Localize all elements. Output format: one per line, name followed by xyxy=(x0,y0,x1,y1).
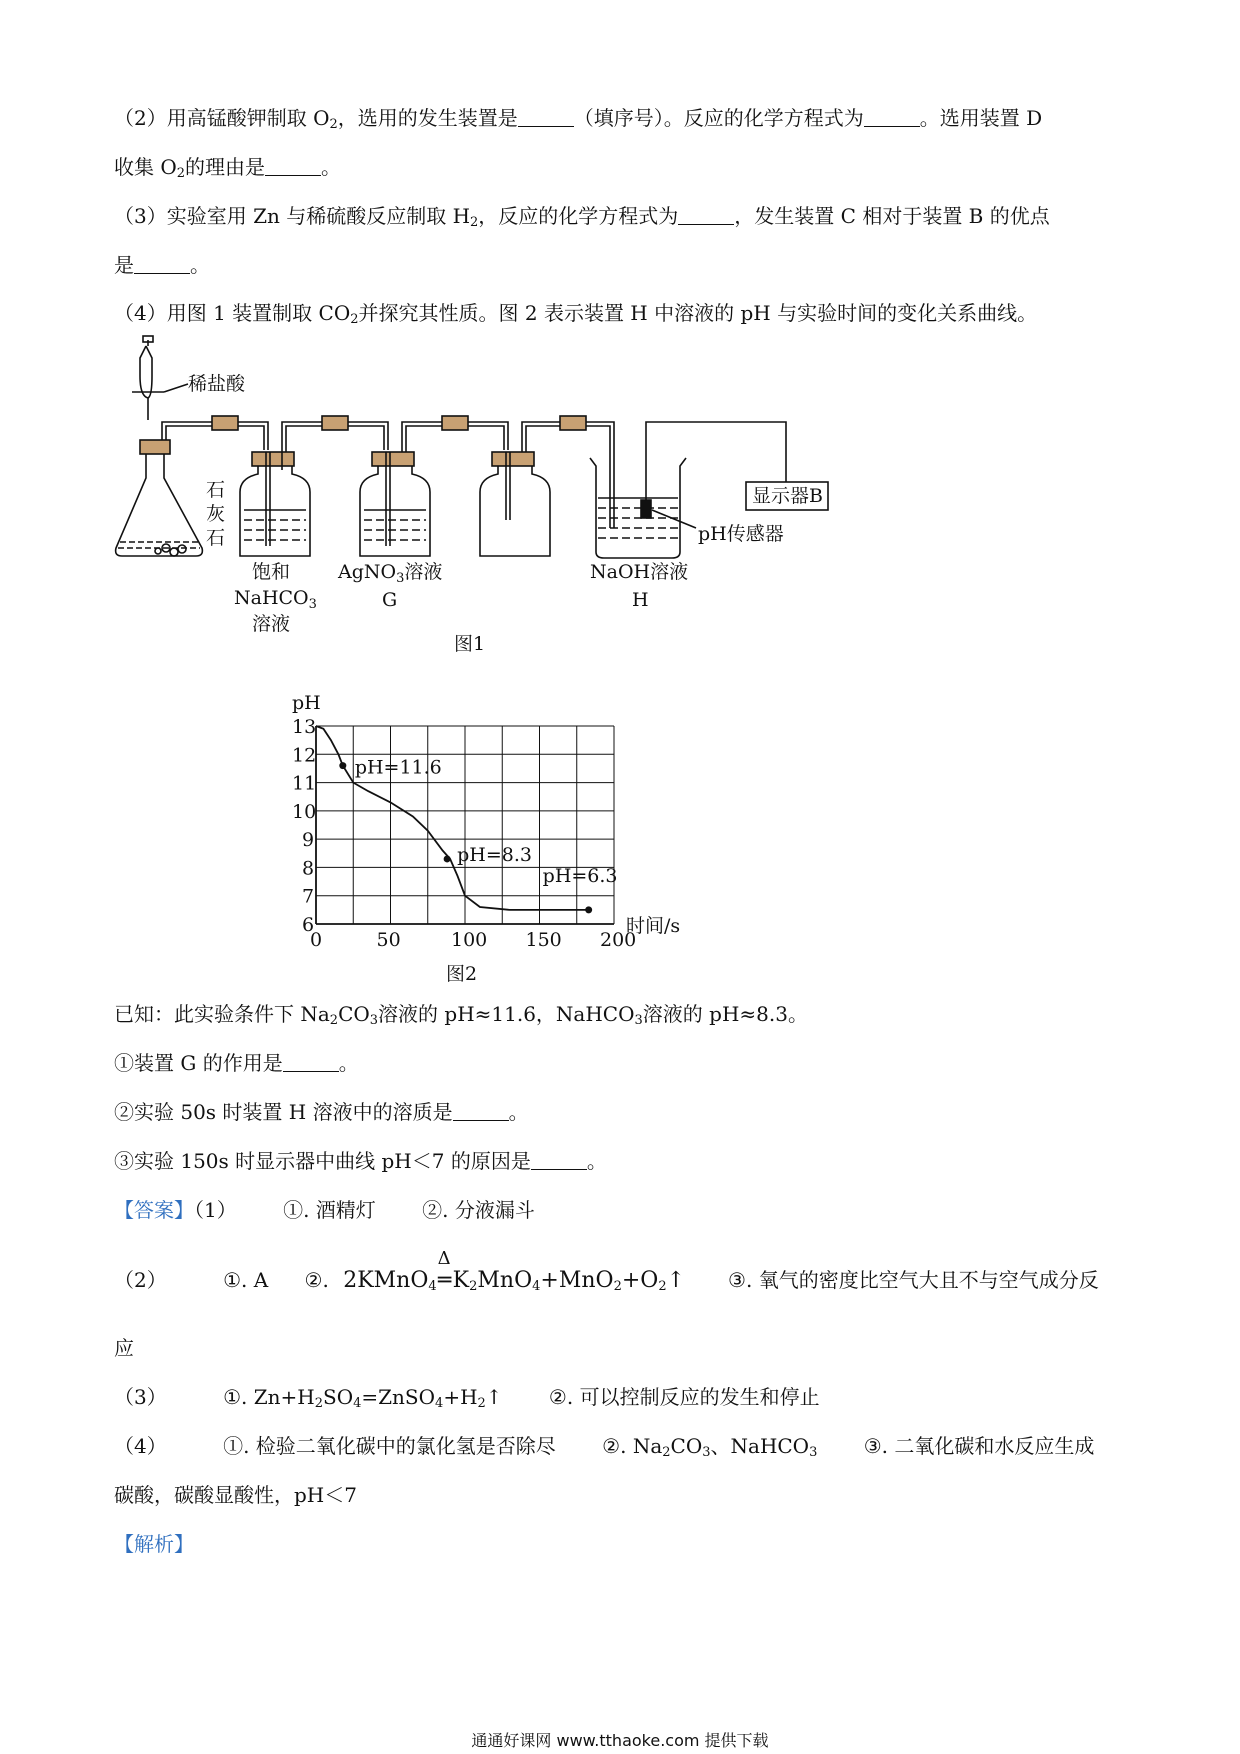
answer-number: （2） xyxy=(114,1268,167,1292)
subscript: 2 xyxy=(613,1279,622,1294)
eq-part: K xyxy=(452,1268,470,1293)
subscript: 4 xyxy=(435,1396,444,1411)
q3-text: （3）实验室用 Zn 与稀硫酸反应制取 H xyxy=(114,204,471,228)
display-label: 显示器B xyxy=(752,485,823,507)
sensor-label: pH传感器 xyxy=(698,523,784,545)
q3-text: 。 xyxy=(190,253,210,277)
y-tick-label: 13 xyxy=(292,716,317,738)
answer-line-1 xyxy=(114,1196,535,1224)
y-tick-label: 11 xyxy=(292,772,317,795)
y-tick-label: 12 xyxy=(292,744,317,767)
subscript: 2 xyxy=(176,166,186,181)
bottle1-label: 溶液 xyxy=(252,613,291,635)
eq-part: MnO xyxy=(477,1268,533,1293)
q3-text: ，发生装置 C 相对于装置 B 的优点 xyxy=(734,204,1050,228)
sub-question-text: 。 xyxy=(586,1149,607,1173)
answer-number: （3） xyxy=(114,1385,167,1409)
q2-text: 。选用装置 D xyxy=(919,106,1043,130)
beaker-h-letter: H xyxy=(632,589,649,611)
sub-question-text: 。 xyxy=(338,1051,359,1075)
x-tick-label: 100 xyxy=(451,929,488,951)
subscript: 2 xyxy=(658,1279,667,1294)
q3-text: ，反应的化学方程式为 xyxy=(478,204,679,228)
known-text: 已知：此实验条件下 Na xyxy=(114,1002,330,1026)
subscript: 2 xyxy=(329,117,338,132)
subscript: 2 xyxy=(470,215,479,230)
sub-question-2 xyxy=(114,1098,529,1126)
point-label: pH=8.3 xyxy=(457,843,532,866)
sub-question-1 xyxy=(114,1049,359,1077)
subscript: 3 xyxy=(702,1445,711,1460)
known-line xyxy=(114,1000,808,1028)
chart-points xyxy=(339,757,617,914)
answer-text: ①. A xyxy=(223,1268,269,1292)
x-tick-label: 50 xyxy=(376,929,401,951)
limestone-label: 灰 xyxy=(206,503,226,525)
subscript: 2 xyxy=(469,1279,478,1294)
subscript: 2 xyxy=(329,1013,339,1028)
y-axis-label: pH xyxy=(292,692,321,714)
point-label: pH=11.6 xyxy=(354,756,442,779)
answer-line-4 xyxy=(114,1432,1094,1460)
answer-blank[interactable] xyxy=(453,1102,509,1121)
known-text: CO xyxy=(338,1002,370,1026)
y-tick-label: 8 xyxy=(302,857,315,880)
answer-text: ②. 分液漏斗 xyxy=(422,1198,535,1222)
q2-text: 收集 O xyxy=(114,155,177,179)
subscript: 2 xyxy=(477,1396,486,1411)
subscript: 4 xyxy=(428,1279,437,1294)
answer-text: 应 xyxy=(114,1336,134,1360)
chart-point xyxy=(339,762,346,769)
answer-text: ③. 氧气的密度比空气大且不与空气成分反 xyxy=(728,1268,1099,1292)
analysis-tag: 【解析】 xyxy=(114,1532,194,1556)
subscript: 4 xyxy=(532,1279,541,1294)
x-tick-label: 200 xyxy=(600,929,637,951)
answer-text: ①. 酒精灯 xyxy=(283,1198,376,1222)
answer-text: =ZnSO xyxy=(361,1385,436,1409)
answer-line-2-cont xyxy=(114,1334,134,1362)
eq-part: +MnO xyxy=(540,1268,614,1293)
answer-text: SO xyxy=(323,1385,354,1409)
subscript: 2 xyxy=(662,1445,671,1460)
limestone-label: 石 xyxy=(206,479,226,501)
bottle1-label: NaHCO$_3$ xyxy=(234,587,317,612)
answer-text: 碳酸，碳酸显酸性，pH＜7 xyxy=(114,1483,357,1507)
beaker-label: NaOH溶液 xyxy=(590,561,689,583)
page-footer: 通通好课网 www.tthaoke.com 提供下载 xyxy=(471,1731,769,1750)
answer-text: 、NaHCO xyxy=(710,1434,810,1458)
sub-question-text: ③实验 150s 时显示器中曲线 pH＜7 的原因是 xyxy=(114,1149,531,1173)
subscript: 2 xyxy=(314,1396,323,1411)
figure-1-caption: 图1 xyxy=(454,633,486,655)
answer-text: ②. 可以控制反应的发生和停止 xyxy=(548,1385,820,1409)
answer-number: （4） xyxy=(114,1434,167,1458)
answer-text: ②. Na xyxy=(602,1434,663,1458)
answer-text: +H xyxy=(443,1385,478,1409)
eq-part: +O xyxy=(621,1268,659,1293)
answer-text: ②. xyxy=(304,1268,329,1292)
answer-number: （1） xyxy=(194,1198,237,1222)
sub-question-text: 。 xyxy=(508,1100,529,1124)
answer-line-2 xyxy=(114,1248,1099,1295)
subscript: 2 xyxy=(350,312,359,327)
heat-equals-sign: Δ ═ xyxy=(437,1267,453,1295)
q2-text: （2）用高锰酸钾制取 O xyxy=(114,106,330,130)
sub-question-text: ②实验 50s 时装置 H 溶液中的溶质是 xyxy=(114,1100,453,1124)
eq-part: 2KMnO xyxy=(343,1268,429,1293)
chart-point xyxy=(444,855,451,862)
q3-text: 是 xyxy=(114,253,134,277)
q2-text: ，选用的发生装置是 xyxy=(337,106,518,130)
analysis-line xyxy=(114,1530,194,1558)
y-tick-label: 10 xyxy=(292,800,317,823)
eq-part: ↑ xyxy=(666,1268,686,1293)
answer-blank[interactable] xyxy=(283,1053,339,1072)
y-tick-label: 9 xyxy=(302,829,315,852)
answer-text: ③. 二氧化碳和水反应生成 xyxy=(863,1434,1095,1458)
figure-2-caption: 图2 xyxy=(446,963,478,985)
answer-line-3 xyxy=(114,1383,820,1411)
chart-point xyxy=(585,906,592,913)
subscript: 3 xyxy=(369,1013,379,1028)
q2-text: 。 xyxy=(321,155,342,179)
limestone-label: 石 xyxy=(206,527,226,549)
answer-text: ①. 检验二氧化碳中的氯化氢是否除尽 xyxy=(223,1434,556,1458)
sub-question-3 xyxy=(114,1147,607,1175)
acid-label: 稀盐酸 xyxy=(188,373,246,395)
subscript: 3 xyxy=(634,1013,643,1028)
answer-text: ↑ xyxy=(485,1385,503,1409)
heat-delta: Δ xyxy=(437,1248,451,1269)
x-axis-label: 时间/s xyxy=(626,915,681,937)
sub-question-text: ①装置 G 的作用是 xyxy=(114,1051,283,1075)
known-text: 溶液的 pH≈11.6，NaHCO xyxy=(378,1002,635,1026)
subscript: 4 xyxy=(353,1396,362,1411)
bottle2-label: AgNO$_3$溶液 xyxy=(338,561,443,586)
y-tick-label: 7 xyxy=(302,885,315,908)
chart-tick-labels xyxy=(292,716,636,951)
bottle1-label: 饱和 xyxy=(252,561,291,583)
point-label: pH=6.3 xyxy=(542,864,618,887)
q2-text: 的理由是 xyxy=(185,155,266,179)
q2-text: （填序号）。反应的化学方程式为 xyxy=(573,106,864,130)
answer-line-4-cont xyxy=(114,1481,357,1509)
answer-text: ①. Zn+H xyxy=(223,1385,315,1409)
bottle-g-letter: G xyxy=(382,589,398,611)
x-tick-label: 0 xyxy=(310,929,323,951)
known-text: 溶液的 pH≈8.3。 xyxy=(642,1002,808,1026)
subscript: 3 xyxy=(809,1445,818,1460)
answer-text: CO xyxy=(670,1434,703,1458)
q4-text: 并探究其性质。图 2 表示装置 H 中溶液的 pH 与实验时间的变化关系曲线。 xyxy=(358,301,1038,325)
answer-tag: 【答案】 xyxy=(114,1198,194,1222)
kmno4-equation xyxy=(343,1248,692,1294)
q4-text: （4）用图 1 装置制取 CO xyxy=(114,301,351,325)
x-tick-label: 150 xyxy=(525,929,562,951)
y-tick-label: 6 xyxy=(302,914,315,936)
answer-blank[interactable] xyxy=(531,1151,587,1170)
